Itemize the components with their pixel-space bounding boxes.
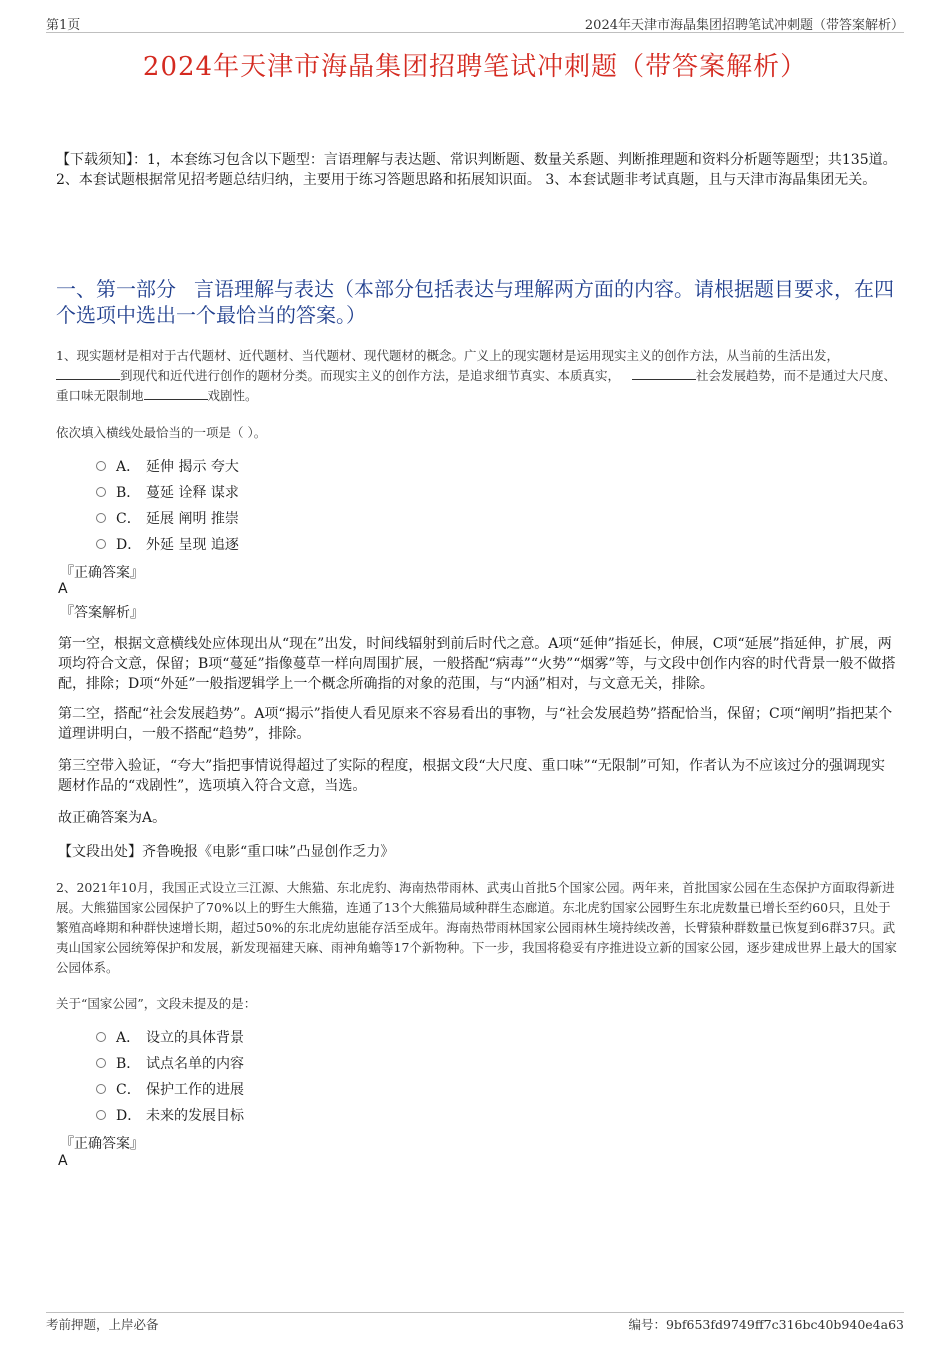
radio-icon[interactable] [96,461,106,471]
option-letter: C． [116,1082,141,1098]
analysis-paragraph: 第二空，搭配“社会发展趋势”。A项“揭示”指使人看见原来不容易看出的事物，与“社会发展趋势”搭配恰当，保留；C项“阐明”指把某个道理讲明白，一般不搭配“趋势”，排除。 [58,706,893,742]
download-notice: 【下载须知】：1，本套练习包含以下题型：言语理解与表达题、常识判断题、数量关系题、判断推理题和资料分析题等题型；共135道。 2、本套试题根据常见招考题总结归纳，主要用于练习答题思路和拓展知识面。 3、本套试题非考试真题，且与天津市海晶集团无关。 [56,152,897,188]
option-text: 未来的发展目标 [146,1108,244,1124]
fill-blank-2 [632,367,696,380]
question-2-text: 2、2021年10月，我国正式设立三江源、大熊猫、东北虎豹、海南热带雨林、武夷山首批5个国家公园。两年来，首批国家公园在生态保护方面取得新进展。大熊猫国家公园保护了70%以上的野生大熊猫，连通了13个大熊猫局域种群生态廊道。东北虎豹国家公园野生东北虎数量已增长至约60只，且处于繁殖高峰期和种群快速增长期，超过50%的东北虎幼崽能存活至成年。海南热带雨林国家公园雨林生境持续改善，长臂猿种群数量已恢复到6群37只。武夷山国家公园统筹保护和发展，新发现福建天麻、雨神角蟾等17个新物种。下一步，我国将稳妥有序推进设立新的国家公园，逐步建成世界上最大的国家公园体系。 [56,880,897,975]
question-1-prompt: 依次填入横线处最恰当的一项是（ ）。 [56,425,267,440]
radio-icon[interactable] [96,487,106,497]
option-text: 保护工作的进展 [146,1082,244,1098]
question-2-option-b[interactable] [96,1050,244,1076]
analysis-paragraph: 第一空，根据文意横线处应体现出从“现在”出发，时间线辐射到前后时代之意。A项“延伸”指延长，伸展，C项“延展”指延伸，扩展，两项均符合文意，保留；B项“蔓延”指像蔓草一样向周围扩展，一般搭配“病毒”“火势”“烟雾”等，与文段中创作内容的时代背景一般不做搭配，排除；D项“外延”一般指逻辑学上一个概念所确指的对象的范围，与“内涵”相对，与文意无关，排除。 [58,636,896,692]
section-description: 言语理解与表达（本部分包括表达与理解两方面的内容。请根据题目要求，在四个选项中选出一个最恰当的答案。） [56,277,894,327]
question-1-text [56,346,898,406]
page-footer [46,1312,904,1332]
option-letter: A． [116,1030,141,1046]
question-2-option-d[interactable] [96,1102,244,1128]
option-letter: A． [116,459,141,475]
question-1-option-d[interactable] [96,531,239,557]
fill-blank-3 [144,387,208,400]
radio-icon[interactable] [96,513,106,523]
radio-icon[interactable] [96,1032,106,1042]
question-2-option-a[interactable] [96,1024,244,1050]
question-1-text-a: 1、现实题材是相对于古代题材、近代题材、当代题材、现代题材的概念。广义上的现实题材是运用现实主义的创作方法，从当前的生活出发， [56,348,839,363]
question-2-answer-label: 『正确答案』 [60,1136,144,1152]
question-2-prompt: 关于“国家公园”，文段未提及的是： [56,996,257,1011]
option-text: 外延 呈现 追逐 [146,537,239,553]
question-1-options [96,453,239,557]
option-text: 蔓延 诠释 谋求 [146,485,239,501]
option-letter: B． [116,1056,141,1072]
radio-icon[interactable] [96,539,106,549]
fill-blank-1 [56,367,120,380]
page-number: 第1页 [46,18,81,33]
question-2-option-c[interactable] [96,1076,244,1102]
question-1-answer-label: 『正确答案』 [60,565,144,581]
radio-icon[interactable] [96,1058,106,1068]
footer-slogan: 考前押题，上岸必备 [46,1317,159,1332]
radio-icon[interactable] [96,1110,106,1120]
radio-icon[interactable] [96,1084,106,1094]
analysis-conclusion: 故正确答案为A。 [58,810,167,826]
document-title: 2024年天津市海晶集团招聘笔试冲刺题（带答案解析） [142,52,808,82]
header-doc-title: 2024年天津市海晶集团招聘笔试冲刺题（带答案解析） [584,18,904,33]
footer-doc-id: 编号：9bf653fd9749ff7c316bc40b940e4a63 [628,1317,904,1332]
page-header [46,14,904,33]
question-1-text-c: 社会发展趋势，而不是通过大尺度、重口味无限制地 [56,368,896,403]
section-heading [56,276,898,328]
option-letter: D． [116,1108,142,1124]
option-text: 延展 阐明 推崇 [146,511,239,527]
question-1-option-b[interactable] [96,479,239,505]
option-text: 试点名单的内容 [146,1056,244,1072]
question-2-options [96,1024,244,1128]
section-title: 一、第一部分 [56,277,176,301]
option-letter: D． [116,537,142,553]
passage-source: 【文段出处】齐鲁晚报《电影“重口味”凸显创作乏力》 [58,844,395,860]
option-letter: C． [116,511,141,527]
question-1-answer: A [58,581,68,597]
question-1-option-c[interactable] [96,505,239,531]
option-letter: B． [116,485,141,501]
question-1-option-a[interactable] [96,453,239,479]
option-text: 延伸 揭示 夸大 [146,459,239,475]
question-1-text-d: 戏剧性。 [207,388,258,403]
question-2-answer: A [58,1153,68,1169]
analysis-paragraph: 第三空带入验证，“夸大”指把事情说得超过了实际的程度，根据文段“大尺度、重口味”“无限制”可知，作者认为不应该过分的强调现实题材作品的“戏剧性”，选项填入符合文意，当选。 [58,758,885,794]
question-1-text-b: 到现代和近代进行创作的题材分类。而现实主义的创作方法，是追求细节真实、本质真实， [120,368,621,383]
question-1-analysis-label: 『答案解析』 [60,605,144,621]
option-text: 设立的具体背景 [146,1030,244,1046]
